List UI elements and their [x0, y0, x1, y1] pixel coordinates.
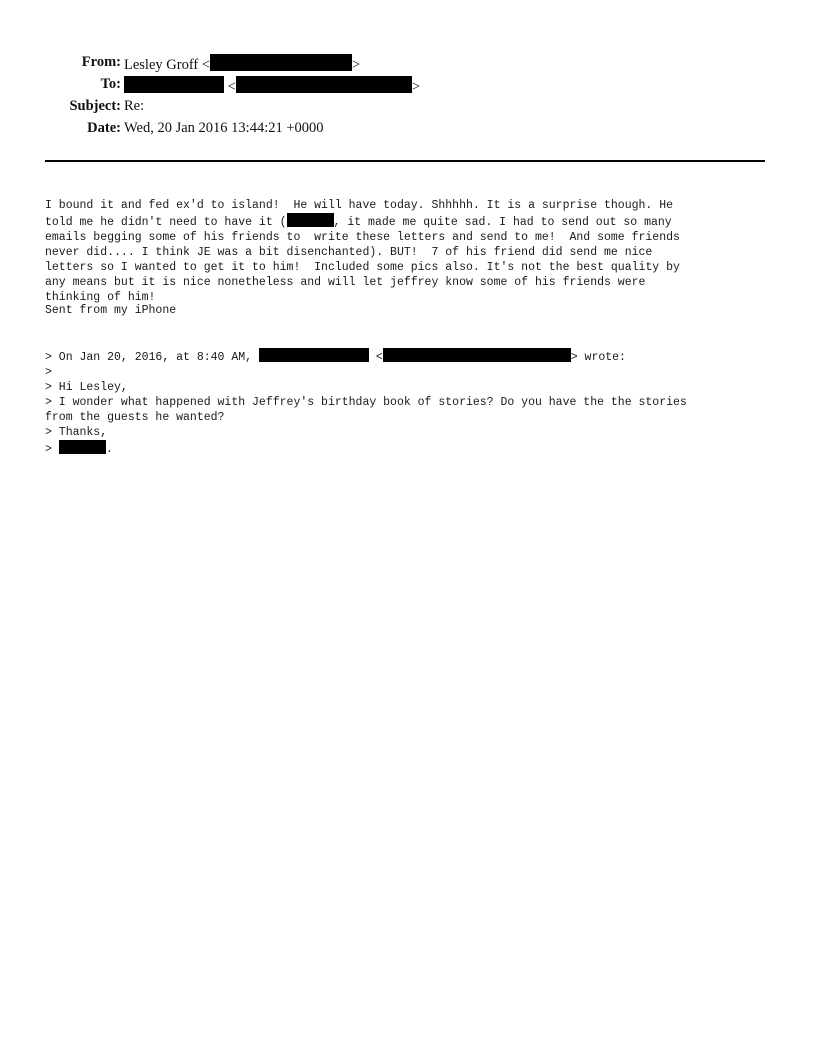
quote-line: >: [45, 366, 52, 379]
to-row: [0, 76, 816, 94]
body-line-suffix: , it made me quite sad. I had to send out so many: [333, 216, 672, 229]
body-line-prefix: told me he didn't need to have it (: [45, 216, 287, 229]
redacted-sender-name: [259, 348, 369, 362]
from-label: From:: [81, 54, 121, 70]
quote-line: > Hi Lesley,: [45, 381, 128, 394]
redacted-to-name: [124, 76, 224, 93]
body-line: any means but it is nice nonetheless and will let jeffrey know some of his friends were: [45, 276, 646, 289]
body-line: thinking of him!: [45, 291, 156, 304]
from-value: Lesley Groff < >: [124, 54, 360, 74]
redacted-name: [287, 213, 334, 227]
from-name: Lesley Groff: [124, 57, 199, 73]
quoted-message: [45, 333, 687, 472]
from-row: [0, 54, 816, 72]
body-line: never did.... I think JE was a bit disenchanted). BUT! 7 of his friend did send me nice: [45, 246, 653, 259]
to-label: To:: [100, 76, 121, 92]
subject-value: Re:: [124, 98, 145, 114]
redacted-from-email: [210, 54, 352, 71]
signature: Sent from my iPhone: [45, 304, 177, 317]
quote-sig-prefix: >: [45, 443, 59, 456]
subject-label: Subject:: [69, 98, 121, 114]
redacted-to-email: [236, 76, 412, 93]
quote-sig-suffix: .: [105, 443, 113, 456]
to-value: < >: [124, 76, 420, 96]
body-line: letters so I wanted to get it to him! Included some pics also. It's not the best quality by: [45, 261, 680, 274]
date-label: Date:: [87, 120, 121, 136]
quote-line: > I wonder what happened with Jeffrey's birthday book of stories? Do you have the the stories: [45, 396, 687, 409]
quote-line: from the guests he wanted?: [45, 411, 225, 424]
subject-row: [0, 98, 816, 116]
body-line: [45, 213, 680, 230]
redacted-signature: [59, 440, 106, 454]
quote-intro: > On Jan 20, 2016, at 8:40 AM, < > wrote:: [45, 348, 687, 365]
email-header: [0, 54, 816, 144]
header-divider: [45, 160, 765, 162]
redacted-sender-email: [383, 348, 571, 362]
date-value: Wed, 20 Jan 2016 13:44:21 +0000: [124, 120, 324, 136]
quote-intro-suffix: > wrote:: [570, 351, 626, 364]
date-row: [0, 120, 816, 138]
quote-signature: [45, 440, 687, 457]
quote-line: > Thanks,: [45, 426, 108, 439]
body-line: I bound it and fed ex'd to island! He will have today. Shhhhh. It is a surprise though. He: [45, 199, 674, 212]
quote-intro-prefix: > On Jan 20, 2016, at 8:40 AM,: [45, 351, 259, 364]
message-body: [45, 183, 680, 320]
body-line: emails begging some of his friends to write these letters and send to me! And some friends: [45, 231, 680, 244]
